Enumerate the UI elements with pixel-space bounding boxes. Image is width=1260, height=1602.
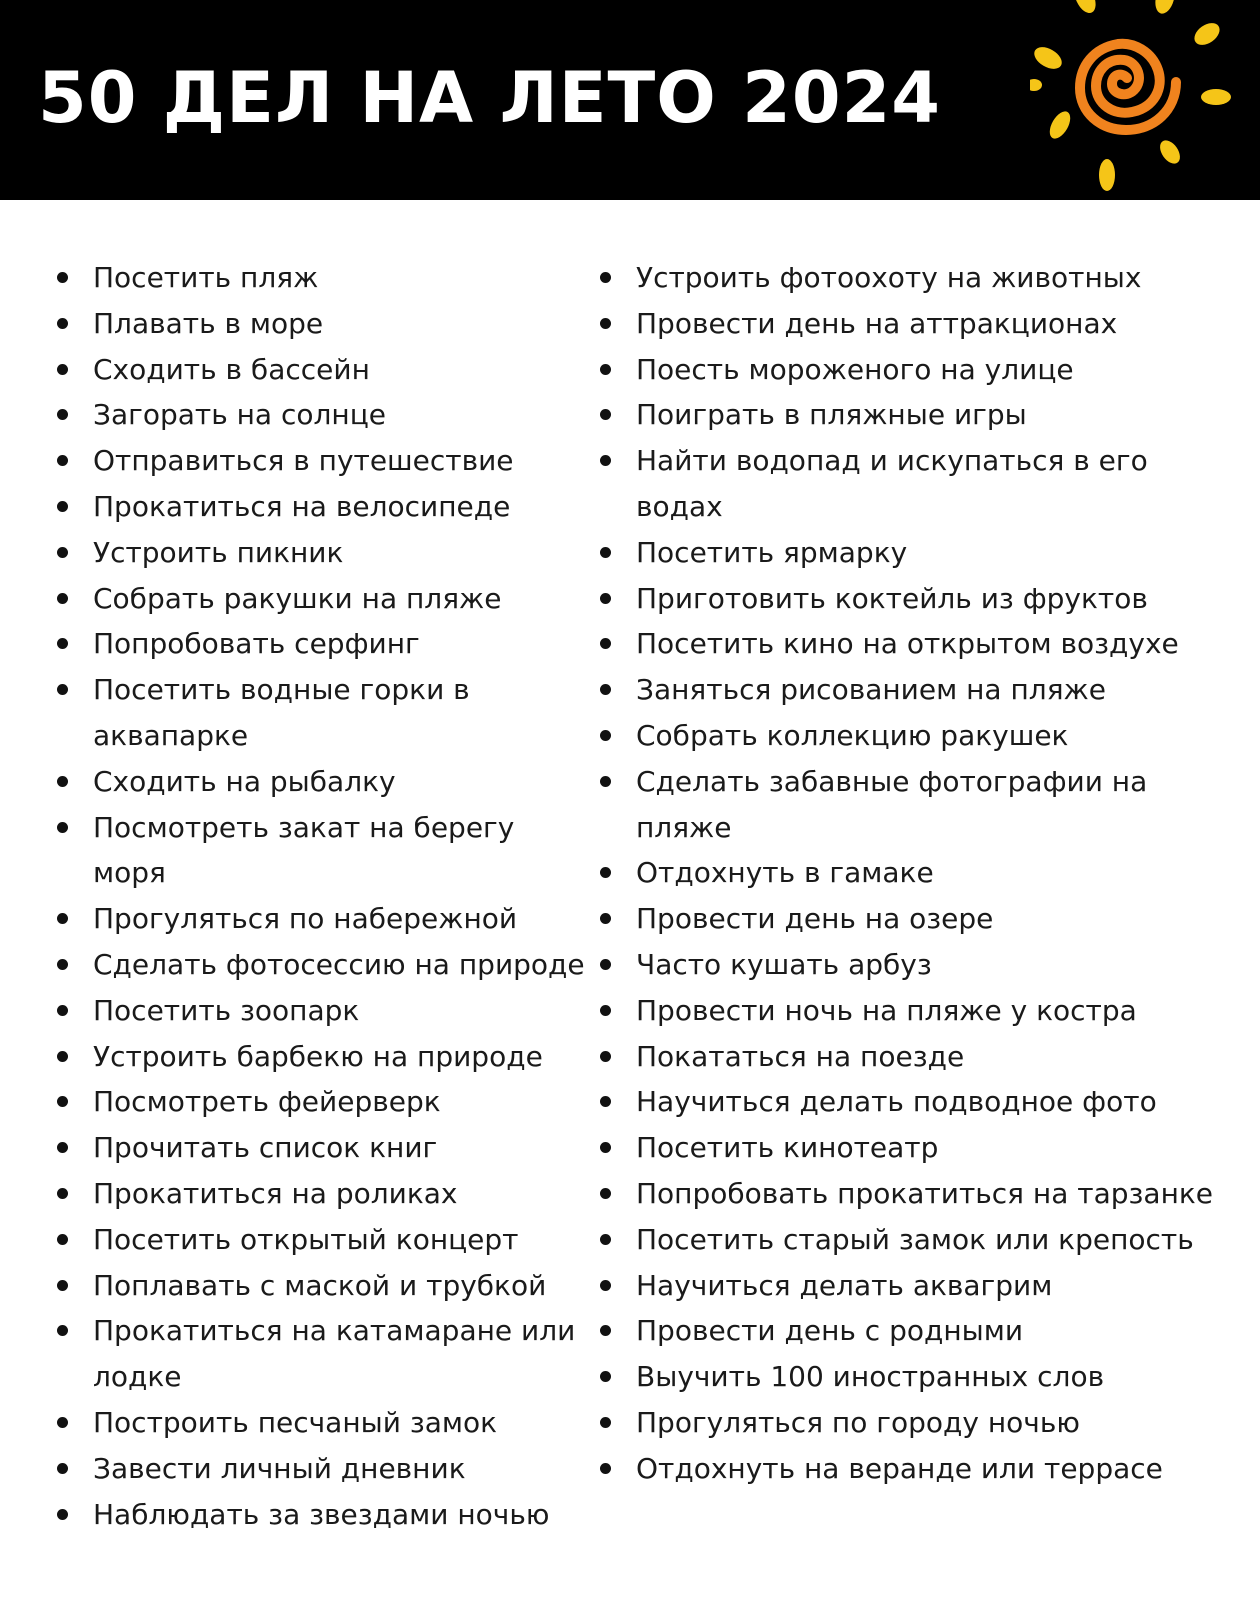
list-item [55,1263,590,1309]
list-item-text: Попробовать прокатиться на тарзанке [636,1176,1214,1210]
list-item-text: Сделать фотосессию на природе [93,947,585,981]
list-item-text: Прогуляться по набережной [93,902,518,936]
list-item-text: Построить песчаный замок [93,1405,498,1439]
bullet-icon [600,1142,611,1153]
list-item-text: Отправиться в путешествие [93,444,514,478]
list-item-text: Прокатиться на катамаране или лодке [93,1314,576,1394]
list-item-text: Часто кушать арбуз [636,947,932,981]
list-item [55,347,590,393]
list-item [598,759,1238,851]
list-item [55,621,590,667]
list-item [598,713,1238,759]
bullet-icon [57,776,68,787]
list-item-text: Сделать забавные фотографии на пляже [636,764,1148,844]
bullet-icon [600,684,611,695]
list-item-text: Покататься на поезде [636,1039,965,1073]
list-item [55,1079,590,1125]
list-item-text: Поплавать с маской и трубкой [93,1268,547,1302]
bullet-icon [57,913,68,924]
list-item-text: Провести день с родными [636,1314,1024,1348]
list-item-text: Посетить ярмарку [636,535,908,569]
list-item-text: Отдохнуть на веранде или террасе [636,1451,1163,1485]
page-title: 50 ДЕЛ НА ЛЕТО 2024 [38,57,941,139]
sun-spiral [1080,44,1176,130]
bullet-icon [57,1509,68,1520]
list-item-text: Провести ночь на пляже у костра [636,993,1137,1027]
list-item [55,484,590,530]
list-item [598,1171,1238,1217]
bullet-icon [600,959,611,970]
list-item [55,1492,590,1538]
list-item [55,530,590,576]
list-item-text: Собрать ракушки на пляже [93,581,502,615]
bullet-icon [57,1463,68,1474]
list-item-text: Сходить на рыбалку [93,764,396,798]
list-item-text: Посмотреть закат на берегу моря [93,810,515,890]
bullet-icon [600,1188,611,1199]
list-item [598,1400,1238,1446]
bullet-icon [57,455,68,466]
list-item [598,1079,1238,1125]
list-item-text: Провести день на озере [636,902,994,936]
list-item [598,301,1238,347]
bullet-icon [600,1280,611,1291]
list-item [55,988,590,1034]
bullet-icon [600,867,611,878]
list-item-text: Посетить зоопарк [93,993,360,1027]
bullet-icon [600,1371,611,1382]
list-item [598,255,1238,301]
list-item-text: Прокатиться на роликах [93,1176,458,1210]
list-item-text: Найти водопад и искупаться в его водах [636,444,1148,523]
list-item [55,576,590,622]
list-item-text: Собрать коллекцию ракушек [636,718,1069,752]
list-item-text: Поиграть в пляжные игры [636,398,1027,432]
list-item-text: Прокатиться на велосипеде [93,489,511,523]
list-item-text: Прогуляться по городу ночью [636,1405,1080,1439]
list-item [598,667,1238,713]
bullet-icon [600,1051,611,1062]
list-item-text: Устроить барбекю на природе [93,1039,543,1073]
bullet-icon [57,501,68,512]
list-item [598,1217,1238,1263]
bullet-icon [600,272,611,283]
list-item-text: Посетить открытый концерт [93,1222,519,1256]
list-item [598,1125,1238,1171]
list-item [598,1034,1238,1080]
bullet-icon [600,1096,611,1107]
bullet-icon [57,1325,68,1336]
bullet-icon [57,272,68,283]
list-item-text: Поесть мороженого на улице [636,352,1074,386]
list-item [598,621,1238,667]
list-item [598,896,1238,942]
list-item-text: Попробовать серфинг [93,627,420,661]
list-item-text: Плавать в море [93,306,324,340]
list-item-text: Посетить пляж [93,261,319,294]
bullet-icon [600,1325,611,1336]
list-item-text: Наблюдать за звездами ночью [93,1497,550,1531]
list-item [55,301,590,347]
bullet-icon [600,776,611,787]
list-item [55,1171,590,1217]
list-item-text: Посетить старый замок или крепость [636,1222,1194,1256]
bullet-icon [57,1234,68,1245]
bullet-icon [57,822,68,833]
bullet-icon [57,684,68,695]
list-item [55,667,590,759]
bullet-icon [57,638,68,649]
list-item [55,942,590,988]
bullet-icon [57,593,68,604]
right-column [598,255,1238,1492]
list-item-text: Научиться делать подводное фото [636,1085,1157,1119]
list-item-text: Отдохнуть в гамаке [636,856,934,890]
list-item [55,1308,590,1400]
list-item [55,438,590,484]
bullet-icon [57,1096,68,1107]
todo-list [0,255,1260,1585]
list-item-text: Заняться рисованием на пляже [636,673,1106,707]
bullet-icon [600,1234,611,1245]
list-item [55,1034,590,1080]
bullet-icon [57,409,68,420]
list-item [55,759,590,805]
bullet-icon [600,730,611,741]
list-item [598,1446,1238,1492]
bullet-icon [57,959,68,970]
list-item-text: Загорать на солнце [93,398,386,432]
bullet-icon [600,1005,611,1016]
header-banner [0,0,1260,200]
bullet-icon [600,913,611,924]
list-item [598,850,1238,896]
list-item [598,438,1238,530]
bullet-icon [57,1188,68,1199]
list-item-text: Провести день на аттракционах [636,306,1118,340]
list-item-text: Научиться делать аквагрим [636,1268,1053,1302]
list-item [598,1308,1238,1354]
list-item [55,896,590,942]
list-item-text: Посетить кино на открытом воздухе [636,627,1179,661]
list-item-text: Посетить водные горки в аквапарке [93,673,470,752]
list-item [55,1446,590,1492]
bullet-icon [57,1142,68,1153]
list-item [598,392,1238,438]
bullet-icon [600,318,611,329]
bullet-icon [57,1005,68,1016]
list-item [598,530,1238,576]
list-item [55,1125,590,1171]
list-item [55,1400,590,1446]
left-column [55,255,590,1537]
bullet-icon [600,638,611,649]
sun-icon [1030,0,1260,200]
list-item [55,1217,590,1263]
bullet-icon [57,364,68,375]
list-item-text: Прочитать список книг [93,1131,438,1165]
list-item-text: Посмотреть фейерверк [93,1085,441,1119]
list-item-text: Сходить в бассейн [93,352,370,386]
bullet-icon [600,364,611,375]
list-item [55,392,590,438]
list-item-text: Приготовить коктейль из фруктов [636,581,1148,615]
list-item [598,1263,1238,1309]
bullet-icon [57,1280,68,1291]
bullet-icon [600,1417,611,1428]
list-item-text: Завести личный дневник [93,1451,466,1485]
list-item [598,576,1238,622]
list-item [55,805,590,897]
list-item-text: Устроить пикник [93,535,344,569]
list-item [598,347,1238,393]
bullet-icon [600,409,611,420]
bullet-icon [57,1417,68,1428]
bullet-icon [600,547,611,558]
list-item [598,1354,1238,1400]
list-item [55,255,590,301]
list-item-text: Посетить кинотеатр [636,1131,939,1165]
bullet-icon [57,318,68,329]
bullet-icon [57,547,68,558]
list-item-text: Устроить фотоохоту на животных [636,261,1142,294]
list-item-text: Выучить 100 иностранных слов [636,1360,1105,1394]
bullet-icon [600,593,611,604]
list-item [598,988,1238,1034]
bullet-icon [600,1463,611,1474]
bullet-icon [57,1051,68,1062]
list-item [598,942,1238,988]
bullet-icon [600,455,611,466]
